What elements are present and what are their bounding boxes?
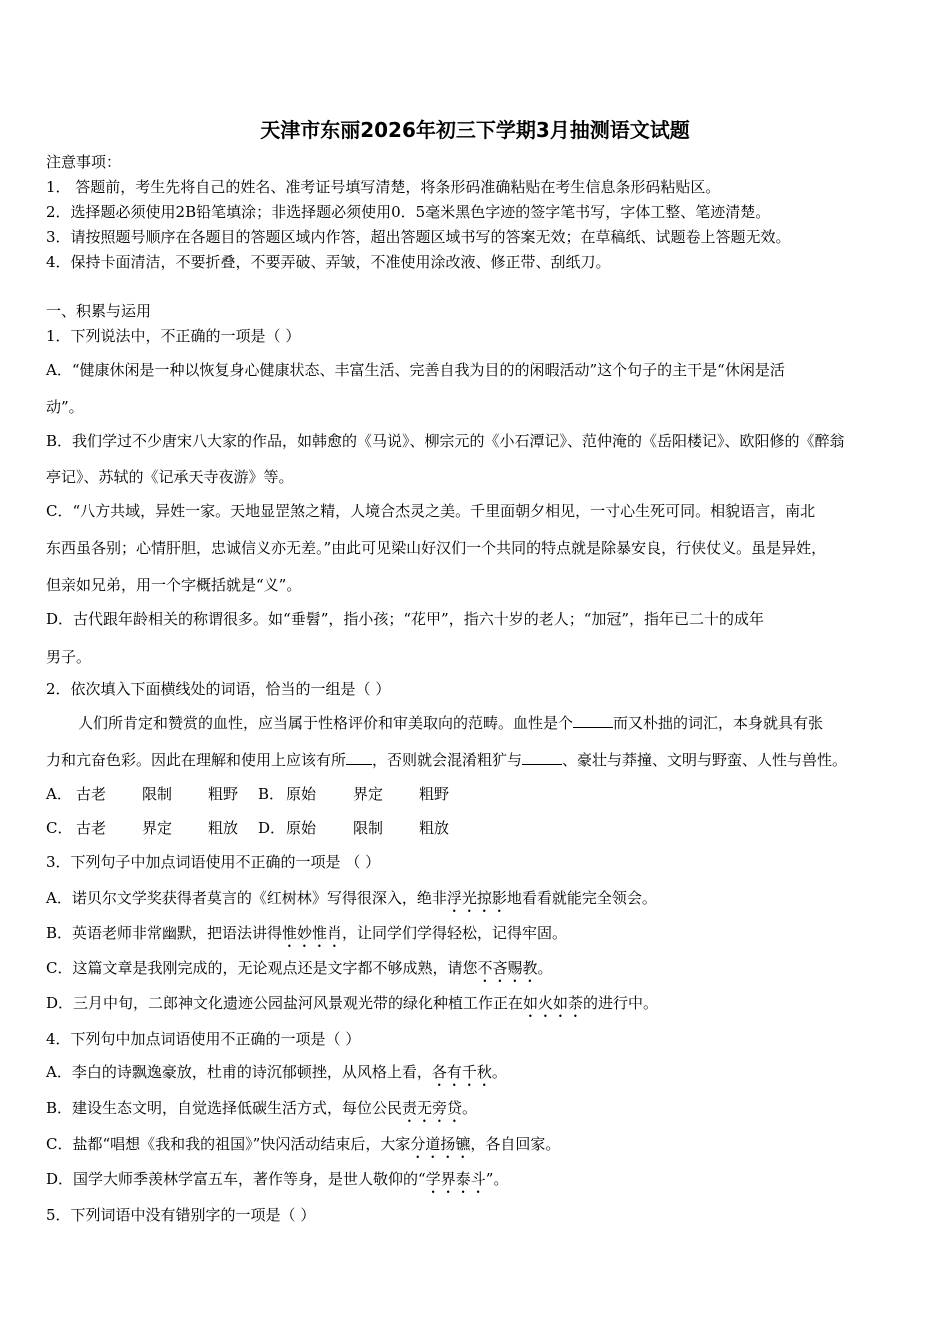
option-label: B．	[258, 785, 285, 803]
q2-passage-text: 力和亢奋色彩。因此在理解和使用上应该有所	[46, 751, 347, 769]
option-text: 。	[462, 1099, 478, 1117]
option-text: 。	[537, 959, 553, 977]
notice-item: 4．保持卡面清洁，不要折叠，不要弄破、弄皱，不准使用涂改液、修正带、刮纸刀。	[46, 253, 611, 271]
option-text: A．诺贝尔文学奖获得者莫言的《红树林》写得很深入，绝非	[46, 889, 447, 907]
q1-option-c-cont: 东西虽各别；心情肝胆，忠诚信义亦无差。”由此可见梁山好汉们一个共同的特点就是除暴安良，行侠仗义。虽是异姓，	[46, 539, 827, 557]
dotted-phrase: 不吝赐教	[477, 959, 538, 977]
q1-option-a: A．“健康休闲是一种以恢复身心健康状态、丰富生活、完善自我为目的的闲暇活动”这个句子的主干是“休闲是活	[46, 361, 785, 379]
q1-option-c: C．“八方共域，异姓一家。天地显罡煞之精，人境合杰灵之美。千里面朝夕相见，一寸心生死可同。相貌语言，南北	[46, 502, 816, 520]
q1-option-a-cont: 动”。	[46, 398, 84, 416]
q2-passage-text: 、豪壮与莽撞、文明与野蛮、人性与兽性。	[562, 751, 848, 769]
option-word: 界定	[353, 785, 384, 803]
question-stem: 3．下列句子中加点词语使用不正确的一项是 （ ）	[46, 853, 381, 871]
option-text: C．盐都“唱想《我和我的祖国》”快闪活动结束后，大家	[46, 1135, 411, 1153]
option-word: 原始	[286, 785, 317, 803]
option-word: 界定	[142, 819, 173, 837]
q3-option-c	[46, 958, 553, 986]
page-title: 天津市东丽2026年初三下学期3月抽测语文试题	[260, 118, 690, 142]
q2-options-row	[46, 818, 449, 838]
option-word: 原始	[286, 819, 317, 837]
section-heading: 一、积累与运用	[46, 302, 152, 320]
q4-option-d	[46, 1169, 508, 1197]
option-word: 古老	[76, 785, 107, 803]
option-label: C．	[46, 819, 73, 837]
question-stem: 2．依次填入下面横线处的词语，恰当的一组是（ ）	[46, 680, 391, 698]
question-stem: 1．下列说法中，不正确的一项是（ ）	[46, 327, 301, 345]
option-word: 限制	[353, 819, 384, 837]
option-text: D．国学大师季羡林学富五车，著作等身，是世人敬仰的“	[46, 1170, 426, 1188]
option-text: 的进行中。	[583, 994, 659, 1012]
question-stem: 5．下列词语中没有错别字的一项是（ ）	[46, 1206, 316, 1224]
fill-blank	[522, 750, 562, 765]
q1-option-b: B．我们学过不少唐宋八大家的作品，如韩愈的《马说》、柳宗元的《小石潭记》、范仲淹的《岳阳楼记》、欧阳修的《醉翁	[46, 432, 845, 450]
dotted-phrase: 惟妙惟肖	[282, 924, 343, 942]
notice-item: 3．请按照题号顺序在各题目的答题区域内作答，超出答题区域书写的答案无效；在草稿纸、试题卷上答题无效。	[46, 228, 791, 246]
q3-option-b	[46, 923, 567, 951]
option-text: C．这篇文章是我刚完成的，无论观点还是文字都不够成熟，请您	[46, 959, 478, 977]
option-text: ，让同学们学得轻松，记得牢固。	[342, 924, 568, 942]
q4-option-c	[46, 1134, 560, 1162]
q1-option-d: D．古代跟年龄相关的称谓很多。如“垂髫”，指小孩；“花甲”，指六十岁的老人；“加冠”，指年已二十的成年	[46, 610, 765, 628]
q1-option-d-cont: 男子。	[46, 648, 92, 666]
option-text: A．李白的诗飘逸豪放，杜甫的诗沉郁顿挫，从风格上看，	[46, 1063, 432, 1081]
option-word: 粗放	[208, 819, 239, 837]
dotted-phrase: 浮光掠影	[446, 889, 507, 907]
q2-passage-text: ，否则就会混淆粗犷与	[372, 751, 523, 769]
dotted-phrase: 责无旁贷	[402, 1099, 463, 1117]
option-text: B．英语老师非常幽默，把语法讲得	[46, 924, 283, 942]
fill-blank	[346, 750, 372, 765]
option-word: 粗野	[208, 785, 239, 803]
q3-option-a	[46, 888, 657, 916]
option-label: A．	[46, 785, 72, 803]
option-text: 地看看就能完全领会。	[506, 889, 657, 907]
dotted-phrase: 学界泰斗	[425, 1170, 486, 1188]
q1-option-b-cont: 亭记》、苏轼的《记承天寺夜游》等。	[46, 468, 294, 486]
option-word: 限制	[142, 785, 173, 803]
q2-passage-text: 而又朴拙的词汇，本身就具有张	[613, 714, 824, 732]
option-word: 古老	[76, 819, 107, 837]
q2-passage-line	[78, 713, 823, 733]
notice-item: 2．选择题必须使用2B铅笔填涂；非选择题必须使用0．5毫米黑色字迹的签字笔书写，字体工整、笔迹清楚。	[46, 203, 771, 221]
q4-option-a	[46, 1062, 507, 1090]
q3-option-d	[46, 993, 658, 1021]
dotted-phrase: 分道扬镳	[410, 1135, 471, 1153]
q4-option-b	[46, 1098, 477, 1126]
q1-option-c-cont: 但亲如兄弟，用一个字概括就是“义”。	[46, 576, 302, 594]
notice-item: 1． 答题前，考生先将自己的姓名、准考证号填写清楚，将条形码准确粘贴在考生信息条形码粘贴区。	[46, 178, 721, 196]
option-text: ”。	[485, 1170, 509, 1188]
fill-blank	[573, 713, 613, 728]
option-text: 。	[491, 1063, 507, 1081]
option-label: D．	[258, 819, 286, 837]
q2-passage-text: 人们所肯定和赞赏的血性，应当属于性格评价和审美取向的范畴。血性是个	[78, 714, 574, 732]
option-word: 粗放	[419, 819, 450, 837]
option-word: 粗野	[419, 785, 450, 803]
dotted-phrase: 如火如荼	[523, 994, 584, 1012]
option-text: ，各自回家。	[470, 1135, 561, 1153]
q2-passage-line	[46, 750, 847, 770]
dotted-phrase: 各有千秋	[431, 1063, 492, 1081]
q2-options-row	[46, 784, 449, 804]
option-text: D．三月中旬，二郎神文化遗迹公园盐河风景观光带的绿化种植工作正在	[46, 994, 524, 1012]
notice-heading: 注意事项：	[46, 153, 122, 171]
option-text: B．建设生态文明，自觉选择低碳生活方式，每位公民	[46, 1099, 403, 1117]
question-stem: 4．下列句中加点词语使用不正确的一项是（ ）	[46, 1030, 361, 1048]
